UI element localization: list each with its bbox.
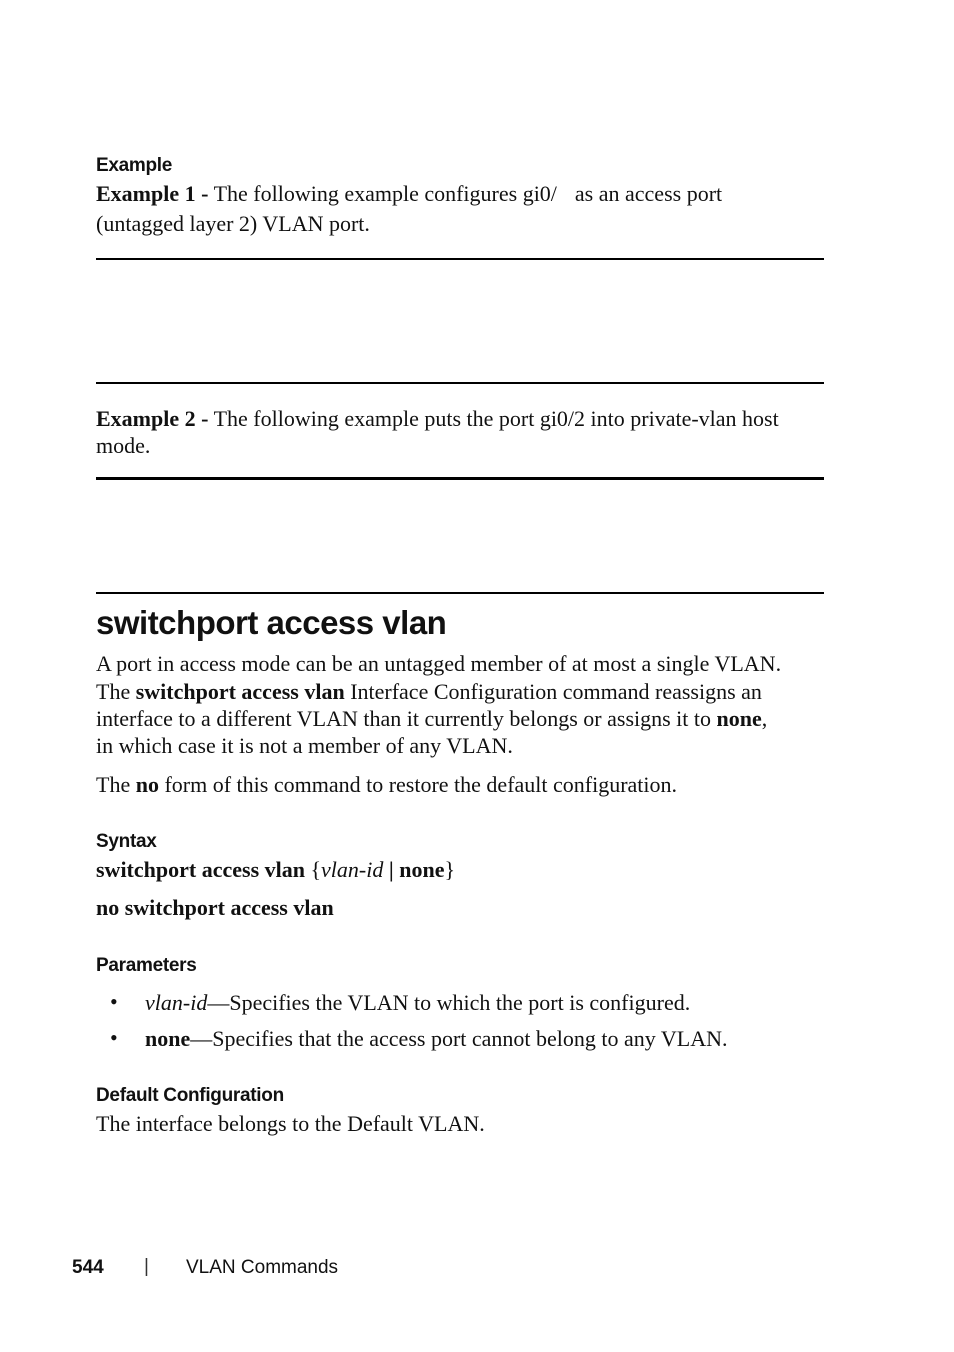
parameter-item-none [145,1025,727,1052]
description-line1: A port in access mode can be an untagged member of at most a single VLAN. [96,651,782,676]
example2-line2: mode. [96,433,151,458]
parameter-bullet: • [110,989,118,1014]
example2-text-a: The following example puts the port gi0/2 into private-vlan host [213,406,779,431]
parameter-term: vlan-id [145,990,208,1015]
description-none-keyword: none [716,706,762,731]
footer-section-name: VLAN Commands [186,1257,339,1278]
page-number: 544 [72,1257,104,1278]
description-line3-pre: interface to a different VLAN than it currently belongs or assigns it to [96,706,712,731]
no-form-post: form of this command to restore the default configuration. [164,772,678,797]
example1-code-top-rule [96,258,824,260]
footer-separator: | [144,1256,149,1277]
description-command-name: switchport access vlan [135,679,345,704]
section-divider-rule [96,592,824,594]
parameters-heading: Parameters [96,955,197,976]
command-title: switchport access vlan [96,604,447,641]
parameter-term: none [145,1026,191,1051]
parameter-bullet: • [110,1025,118,1050]
syntax-line2: no switchport access vlan [96,895,334,920]
example1-code-bottom-rule [96,382,824,384]
parameter-desc: —Specifies the VLAN to which the port is configured. [207,990,691,1015]
syntax-close-brace: } [444,857,456,882]
syntax-vlan-id: vlan-id [321,857,384,882]
syntax-command: switchport access vlan [96,857,305,882]
description-line2 [96,678,762,705]
default-config-text: The interface belongs to the Default VLAN. [96,1111,485,1136]
example2-line1 [96,405,779,432]
example2-code-top-rule [96,477,824,480]
parameter-desc: —Specifies that the access port cannot belong to any VLAN. [190,1026,728,1051]
syntax-separator: | [388,857,394,882]
example1-line2: (untagged layer 2) VLAN port. [96,211,370,236]
parameter-item-vlan-id [145,989,690,1016]
no-form-description [96,771,677,798]
description-line3 [96,705,767,732]
example1-text-a: The following example configures gi0/ [213,181,557,206]
no-form-pre: The [96,772,131,797]
syntax-line1 [96,856,455,883]
example-heading: Example [96,155,173,176]
description-line2-pre: The [96,679,131,704]
example1-text-b: as an access port [574,181,723,206]
description-line4: in which case it is not a member of any VLAN. [96,733,513,758]
syntax-heading: Syntax [96,831,157,852]
no-keyword: no [135,772,159,797]
description-line3-post: , [761,706,768,731]
syntax-open-brace: { [310,857,322,882]
example1-label: Example 1 - [96,181,209,206]
example2-label: Example 2 - [96,406,209,431]
example1-line1 [96,180,722,207]
description-line2-post: Interface Configuration command reassigns an [350,679,762,704]
default-config-heading: Default Configuration [96,1085,284,1106]
syntax-none: none [399,857,445,882]
